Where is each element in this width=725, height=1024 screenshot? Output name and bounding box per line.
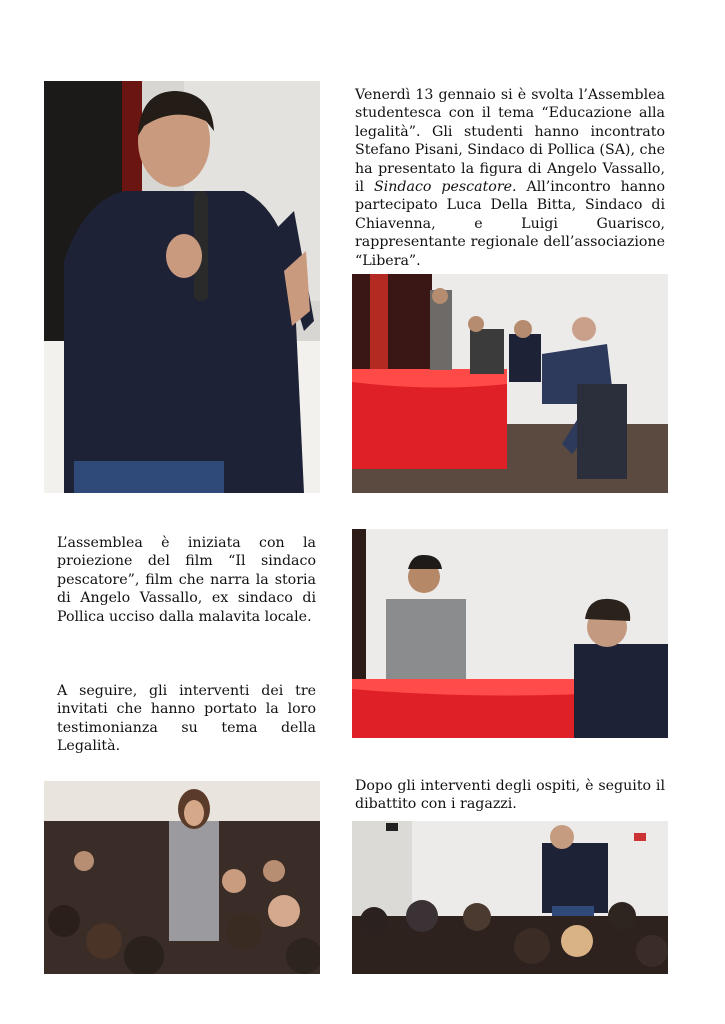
- intro-text-start: Venerdì 13 gennaio si è svolta l’Assemblea studentesca con il tema “Educazione alla legalità”. Gli studenti hanno incontrato Stefano Pisani, Sindaco di Pollica (SA), che ha presentato la figura di Angelo Vassallo, il: [355, 87, 665, 196]
- photo-speaker-podium: [352, 529, 668, 738]
- intro-text-emphasis: Sindaco pescatore.: [374, 179, 517, 196]
- photo-student-question: [44, 781, 320, 974]
- photo-panel-table: [352, 274, 668, 493]
- debate-paragraph: Dopo gli interventi degli ospiti, è seguito il dibattito con i ragazzi.: [355, 778, 665, 813]
- intro-paragraph: [355, 86, 665, 270]
- intro-text-end: All’incontro hanno partecipato Luca Della Bitta, Sindaco di Chiavenna, e Luigi Guarisco, rappresentante regionale dell’associazione “Libera”.: [355, 179, 665, 269]
- film-paragraph: L’assemblea è iniziata con la proiezione del film “Il sindaco pescatore”, film che narra la storia di Angelo Vassallo, ex sindaco di Pollica ucciso dalla malavita locale.: [57, 535, 316, 625]
- photo-speaker-microphone: [44, 81, 320, 493]
- photo-speaker-audience: [352, 821, 668, 974]
- speakers-paragraph: A seguire, gli interventi dei tre invitati che hanno portato la loro testimonianza su tema della Legalità.: [57, 683, 316, 755]
